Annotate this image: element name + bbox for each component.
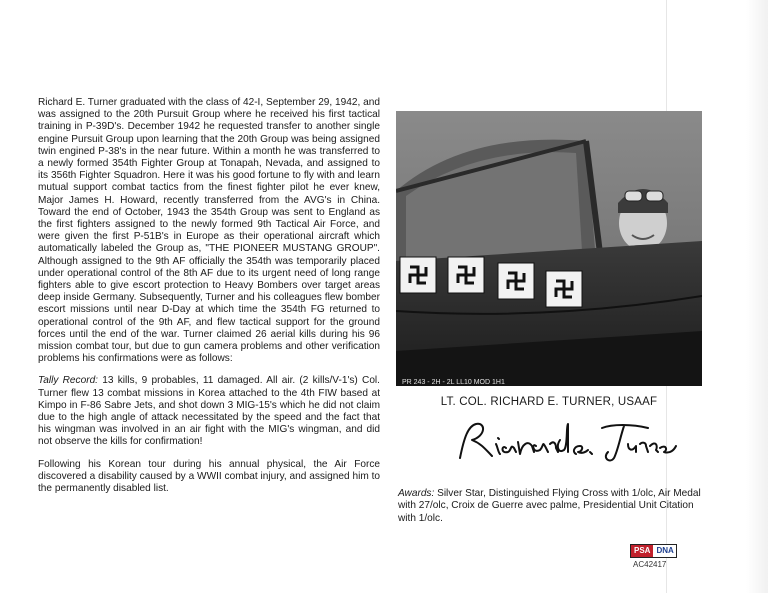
bio-paragraph-3: Following his Korean tour during his annual physical, the Air Force discovered a disability caused by a WWII combat injury, and assigned him to the permanently disabled list.: [38, 458, 380, 495]
handwritten-signature: [452, 418, 682, 466]
psa-logo-left: PSA: [631, 545, 653, 557]
awards-text: [398, 488, 702, 525]
psa-dna-logo: [630, 544, 677, 558]
psa-logo-right: DNA: [653, 545, 676, 557]
tally-record-paragraph: [38, 375, 380, 448]
awards-list: Silver Star, Distinguished Flying Cross with 1/olc, Air Medal with 27/olc, Croix de Guerre avec palme, Presidential Unit Citation with 1/olc.: [398, 488, 701, 524]
certification-number: AC42417: [633, 560, 667, 569]
awards-label: Awards:: [398, 488, 435, 499]
photo-caption: LT. COL. RICHARD E. TURNER, USAAF: [440, 396, 658, 408]
biography-text: [38, 97, 380, 505]
tally-record-label: Tally Record:: [38, 375, 98, 387]
photo-fuselage-marking: PR 243 - 2H - 2L LL10 MOD 1H1: [402, 379, 505, 386]
pilot-in-cockpit-photo: [396, 111, 702, 386]
page-edge: [746, 0, 768, 593]
bio-paragraph-1: Richard E. Turner graduated with the class of 42-I, September 29, 1942, and was assigned to the 20th Pursuit Group where he received his first tactical training in P-39D's. December 1942 he requested transfer to another single engine Pursuit Group upon learning that the 20th Group was being assigned twin engined P-38's in the near future. Within a month he was transferred to a newly formed 354th Fighter Group at Tonapah, Nevada, and assigned to its 356th Fighter Squadron. Here it was his good fortune to fly with and learn mutual support combat tactics from the finest fighter pilot he ever knew, Major James H. Howard, recently transferred from the AVG's in China. Toward the end of October, 1943 the 354th Group was sent to England as the first fighters assigned to the newly formed 9th Tactical Air Force, and were given the first P-51B's in Europe as their operational aircraft which automatically labeled the Group as, "THE PIONEER MUSTANG GROUP". Although assigned to the 9th AF officially the 354th was temporarily placed under operational control of the 8th AF due to its urgent need of long range fighters able to give escort protection to Heavy Bombers over target areas deep inside Germany. Subsequently, Turner and his colleagues flew bomber escort missions until near D-Day at which time the 354th FG returned to operational control of the 9th AF, and flew tactical support for the ground forces until the end of the war. Turner claimed 26 aerial kills during his 96 mission combat tour, but due to gun camera problems and other verification problems his confirmations were as follows:: [38, 97, 380, 365]
photo-illustration: [396, 111, 702, 386]
tally-record-text: 13 kills, 9 probables, 11 damaged. All air. (2 kills/V-1's) Col. Turner flew 13 combat missions in Korea attached to the 4th FIW based at Kimpo in F-86 Sabre Jets, and shot down 3 MIG-15's which he did not claim due to the high angle of attack necessitated by the speed and the fact that his wingman was involved in an air fight with the MIG's wingman, and did not observe the kills for confirmation!: [38, 375, 380, 448]
